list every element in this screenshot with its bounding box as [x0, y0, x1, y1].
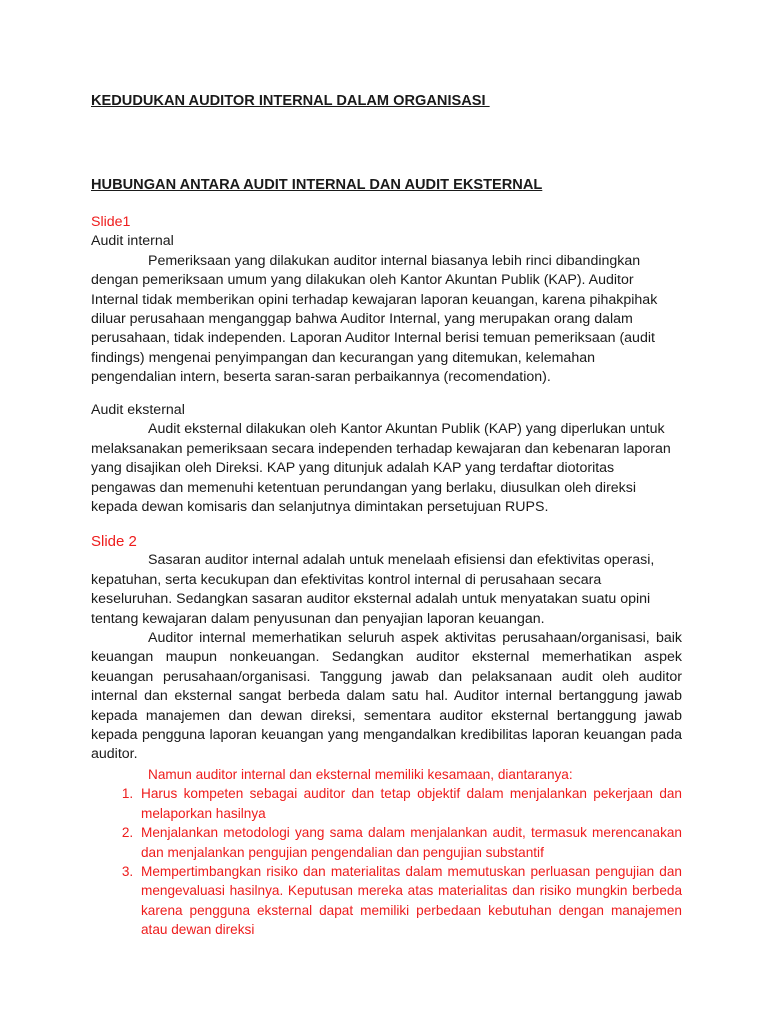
slide2-paragraph-1: Sasaran auditor internal adalah untuk menelaah efisiensi dan efektivitas operasi, kepatuhan, serta kecukupan dan efektivitas kontrol internal di perusahaan secara keseluruhan. Sedangkan sasaran auditor eksternal adalah untuk menyatakan suatu opini tentang kewajaran dalam penyusunan dan penyajian laporan keuangan. — [91, 552, 655, 627]
audit-eksternal-paragraph: Audit eksternal dilakukan oleh Kantor Akuntan Publik (KAP) yang diperlukan untuk melaksanakan pemeriksaan secara independen terhadap kewajaran dan kebenaran laporan yang disajikan oleh Direksi. KAP yang ditunjuk adalah KAP yang terdaftar diotoritas pengawas dan memenuhi ketentuan perundangan yang berlaku, diusulkan oleh direksi kepada dewan komisaris dan selanjutnya dimintakan persetujuan RUPS. — [91, 421, 671, 516]
slide1-section — [91, 213, 682, 388]
audit-internal-heading: Audit internal — [91, 233, 174, 250]
section-heading: HUBUNGAN ANTARA AUDIT INTERNAL DAN AUDIT EKSTERNAL — [91, 177, 543, 193]
slide2-paragraph-2: Auditor internal memerhatikan seluruh aspek aktivitas perusahaan/organisasi, baik keuangan maupun nonkeuangan. Sedangkan auditor eksternal memerhatikan aspek keuangan perusahaan/organisasi. Tanggung jawab dan pelaksanaan audit oleh auditor internal dan eksternal sangat berbeda dalam satu hal. Auditor internal bertanggung jawab kepada manajemen dan dewan direksi, sementara auditor eksternal bertanggung jawab kepada pengguna laporan keuangan yang mengandalkan kredibilitas laporan keuangan pada auditor. — [91, 630, 682, 763]
audit-eksternal-heading: Audit eksternal — [91, 402, 185, 418]
slide2-label: Slide 2 — [91, 533, 137, 550]
audit-eksternal-section — [91, 401, 682, 517]
slide1-label: Slide1 — [91, 214, 131, 230]
list-item: 3. Mempertimbangkan risiko dan materialitas dalam memutuskan perluasan pengujian dan mengevaluasi hasilnya. Keputusan mereka atas materialitas dan risiko mungkin berbeda karena pengguna eksternal dapat memiliki perbedaan kebutuhan dengan manajemen atau dewan direksi — [137, 862, 682, 940]
slide2-section — [91, 532, 682, 940]
document-title: KEDUDUKAN AUDITOR INTERNAL DALAM ORGANISASI — [91, 93, 490, 109]
list-item: 2. Menjalankan metodologi yang sama dalam menjalankan audit, termasuk merencanakan dan menjalankan pengujian pengendalian dan pengujian substantif — [137, 823, 682, 862]
list-item: 1. Harus kompeten sebagai auditor dan tetap objektif dalam menjalankan pekerjaan dan melaporkan hasilnya — [137, 784, 682, 823]
similarity-intro: Namun auditor internal dan eksternal memiliki kesamaan, diantaranya: — [148, 766, 573, 782]
similarity-list — [91, 784, 682, 939]
audit-internal-paragraph: Pemeriksaan yang dilakukan auditor internal biasanya lebih rinci dibandingkan dengan pemeriksaan umum yang dilakukan oleh Kantor Akuntan Publik (KAP). Auditor Internal tidak memberikan opini terhadap kewajaran laporan keuangan, karena pihakpihak diluar perusahaan menganggap bahwa Auditor Internal, yang merupakan orang dalam perusahaan, tidak independen. Laporan Auditor Internal berisi temuan pemeriksaan (audit findings) mengenai penyimpangan dan kecurangan yang ditemukan, kelemahan pengendalian intern, beserta saran-saran perbaikannya (recomendation). — [91, 252, 658, 386]
